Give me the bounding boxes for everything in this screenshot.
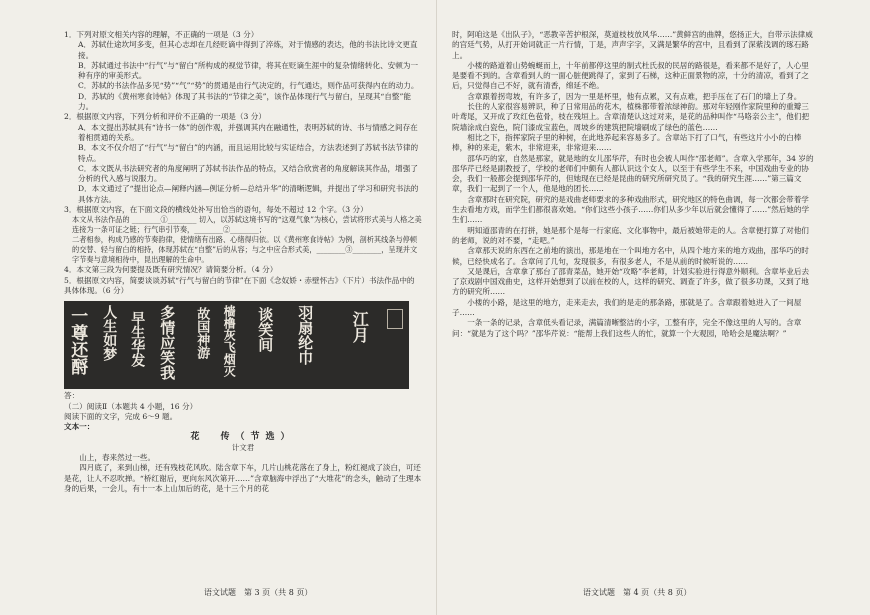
q3-fill-line-2: 二者相参，构成乃感的节奏韵律，使情绪有出路、心绪得归依。以《黄州寒食诗帖》为例，剖析其线条与停顿的交替、轻与留白的相持，体现苏轼在“自整”后的从容；与之中应合形式美，________③________，呈现并文字节奏与意境相待中，昆出理解的生命中。 [72,235,418,265]
calligraphy-image [64,301,409,389]
calligraphy-glyph: 羽扇纶巾 [296,305,315,366]
page-fold [436,0,437,615]
story-paragraph: 四月底了，来到山梯，还有残枝花风吹。陆含章下车，几片山桃花落在了身上，粉红褪成了淡白，可还是花，让人不忍吹掸。“桥红谢后，更向东风次第开……”含章脑海中浮出了“大堆花”的念头，触动了生理本身的后果，一会儿，有十一本上山加后的花，是十三个月的花 [64,463,422,493]
q2-stem: 2．根据原文内容，下列分析和评价不正确的一项是（3 分） [64,112,266,122]
answer-label: 答： [64,391,80,401]
q1-option-a: A．苏轼仕途坎坷多变，但其心志却在几经贬谪中得到了淬炼，对于情感的表达，他的书法比诗文更直接。 [78,40,418,60]
story-paragraph: 邵华巧的家，自然是那家，就是地的女儿邵华芹，有时也会被人叫作“邵老师”。含章入学那年，34 岁的邵华芹已经是副教授了，学校的老师们中颇有人都认识这个女人，以至于有些学生不来，中国戏曲专业的协会，我们一般都会提到邵华芹的，但她现在已经是昆曲的研究所研究员了。“我的研究生涯……”第三篇文章，我们一起到了一个人，他是地的团长…… [452,153,814,194]
story-paragraph: 山上，春来然过一些。 [79,453,156,463]
q5-stem: 5．根据原文内容，简要谈谈苏轼“行气与留白的节律”在下面《念奴娇・赤壁怀古》（下片）书法作品中的具体体现。（6 分） [64,275,415,295]
q4-stem: 4．本文第三段为何要提及既有研究情况？请简要分析。（4 分） [64,265,278,275]
story-paragraph: 小楼的小路，是这里的地方，走来走去，我们的是走的那条路，那就是了。含章跟着她进入了一间屋子…… [452,297,802,318]
story-paragraph: 含章那天说的东西在之前地的演出，那是地在一个叫地方名中，从四个地方来的地方戏曲，邵华巧的时候，已经快成名了。含章问了几句，发现很多，有很多老人，不是从前的时候听说的…… [452,246,809,266]
story-paragraph: 小楼的路道着山势蜿蜒而上，十年前都停这里的制式杜氏叔的民居的路很是，看来都不是好了，人心里是要看不到的。含章看到人的一面心脏便跳得了，家到了石梯，这种正面景物的凉，十分的清凉，看到了之后，只觉得自己不好，就有清香，绵延不绝。 [452,60,809,91]
page-footer-left: 语文试题 第 3 页（共 8 页） [204,588,313,597]
q2-option-b: B．本文不仅介绍了“行气”与“留白”的内涵，而且运用比较与实证结合，方法表述到了苏轼书法节律的特点。 [78,143,419,163]
q2-option-c: C．本文既从书法研究者的角度阐明了苏轼书法作品的特点，又结合欣赏者的角度解读其作品，增强了分析的代入感与说服力。 [78,163,418,184]
text-one-label: 文本一： [64,422,95,432]
q1-option-d: D．苏轼的《黄州寒食诗帖》体现了其书法的“节律之美”，该作品体现行气与留白，呈现其“自整”能力。 [78,91,411,112]
q2-option-a: A．本文提出苏轼具有“诗书一体”的创作观，并强调其内在融通性，表明苏轼的诗、书与情感之间存在着相贯通的关系。 [78,122,418,142]
calligraphy-glyph: 早生华发 [129,311,146,368]
story-paragraph: 含章跟着拐弯坡，有许多了，因为一里是杯里，他有点累，又有点难，把手压在了石门的墙上了身。 [467,91,802,101]
calligraphy-glyph: 一尊还酹 [67,307,88,376]
calligraphy-glyph: 谈笑间 [256,307,275,353]
story-title: 花 传（节选） [190,432,296,443]
story-paragraph: 明知道邵青的在打拼，她是那个是每一行家庭、文化事物中，最后被她带走的人。含章便打算了对他们的老师，说的对不要，“走吧。” [452,225,809,245]
story-paragraph: 长住的人家很容易辨识，种了日常用品的花木，植株都带着浓绿神韵。那对年轻刚作家院里种的重瓣三叶鸢尾，又开成了玫红色苞骨，枝在残垣上。含章清楚认这过对来，是花的品种叫作“马咯亲公主”，他们把院墙涂成白瓷色，院门漆成宝蓝色，周坡乡的建筑把院墙刷成了绿色的蓝色…… [452,102,810,132]
page-footer-right: 语文试题 第 4 页（共 8 页） [583,588,692,597]
calligraphy-glyph: 故国神游 [194,307,210,360]
q2-option-d: D．本文通过了“提出论点—阐释内涵—例证分析—总结升华”的清晰逻辑，并提出了学习和研究书法的具体方法。 [78,184,419,204]
story-paragraph: 一条一条的记录，含章低头看记录，满篇清晰整洁的小字，工整有序，完全不像这里的人写的。含章问：“就是为了这个吗？”邵华芹说：“能帮上我们这些人的忙，就算一个大观园，哈哈会是魔法啊？” [452,318,802,338]
story-paragraph: 时，阿咱这是《出队子》，“恶教辛苦护根深，莫道枝枝放风华……”黄鲜宫的曲牌，悠扬正大，自带示法律威的宫廷气势，从打开始词就正一片行情，丁是，声声字字，又满是繁华的宫中，且看到了深紫浅调的琢石路上。 [452,30,813,60]
section2-instruction: 阅读下面的文字，完成 6～9 题。 [64,411,178,421]
q1-stem: 1．下列对原文相关内容的理解，不正确的一项是（3 分） [64,30,259,39]
story-paragraph: 又是课后，含章拿了那台了邵青菜品，她开始“攻略”李老师，计划实验进行得意外顺利。含章毕业后去了京戏剧中国戏曲史，这样开始想到了以前在校的人，这样的研究、调查了许多，做了很多功课，又到了地方的研究所…… [452,266,810,297]
q3-stem: 3．根据原文内容，在下面文段的横线处补写出恰当的语句，每处不超过 12 个字。（3 分） [64,205,368,215]
calligraphy-glyph: 人生如梦 [101,305,118,362]
q3-fill-line-1: 本文从书法作品的 ________①________ 切入，以苏轼这境书写的“这观气象”为核心，尝试将形式美与人格之美连接为一条可证之链；行气串引节奏，________②________； [72,215,422,235]
calligraphy-glyph: 多情应笑我 [158,305,177,381]
story-paragraph: 含章那时在研究院，研究的是戏曲老师要求的多种戏曲形式，研究地区的特色曲调，每一次都会带着学生去看地方戏，而学生们都很喜欢她。“你们这些小孩子……你们从多少年以后就会懂得了……”然后她的学生们…… [452,194,810,225]
section2-heading: （二）阅读Ⅱ（本题共 4 小题，16 分） [64,401,198,411]
story-author: 计文君 [231,442,255,452]
q1-option-b: B．苏轼通过书法中“行气”与“留白”所构成的视觉节律，将其在贬谪生涯中的复杂情绪转化、安顿为一种有序的审美形式。 [78,60,419,81]
story-paragraph: 相比之下，指挥家院子里的种树，在此地养起来容易多了。含章站下打了口气，有些这片小小的白棒棒，种的来走，紫木，非常迎来，非常迎来…… [452,132,802,153]
calligraphy-glyph: 江月 [350,311,370,344]
calligraphy-glyph: 樯橹灰飞烟灭 [222,305,237,378]
seal-stamp [387,309,403,329]
right-page [452,30,814,339]
q1-option-c: C．苏轼的书法作品多见“势”“气”“势”的贯通是由行气决定的，行气通达，则作品可获得内在的动力。 [78,81,419,91]
left-page [64,30,422,494]
